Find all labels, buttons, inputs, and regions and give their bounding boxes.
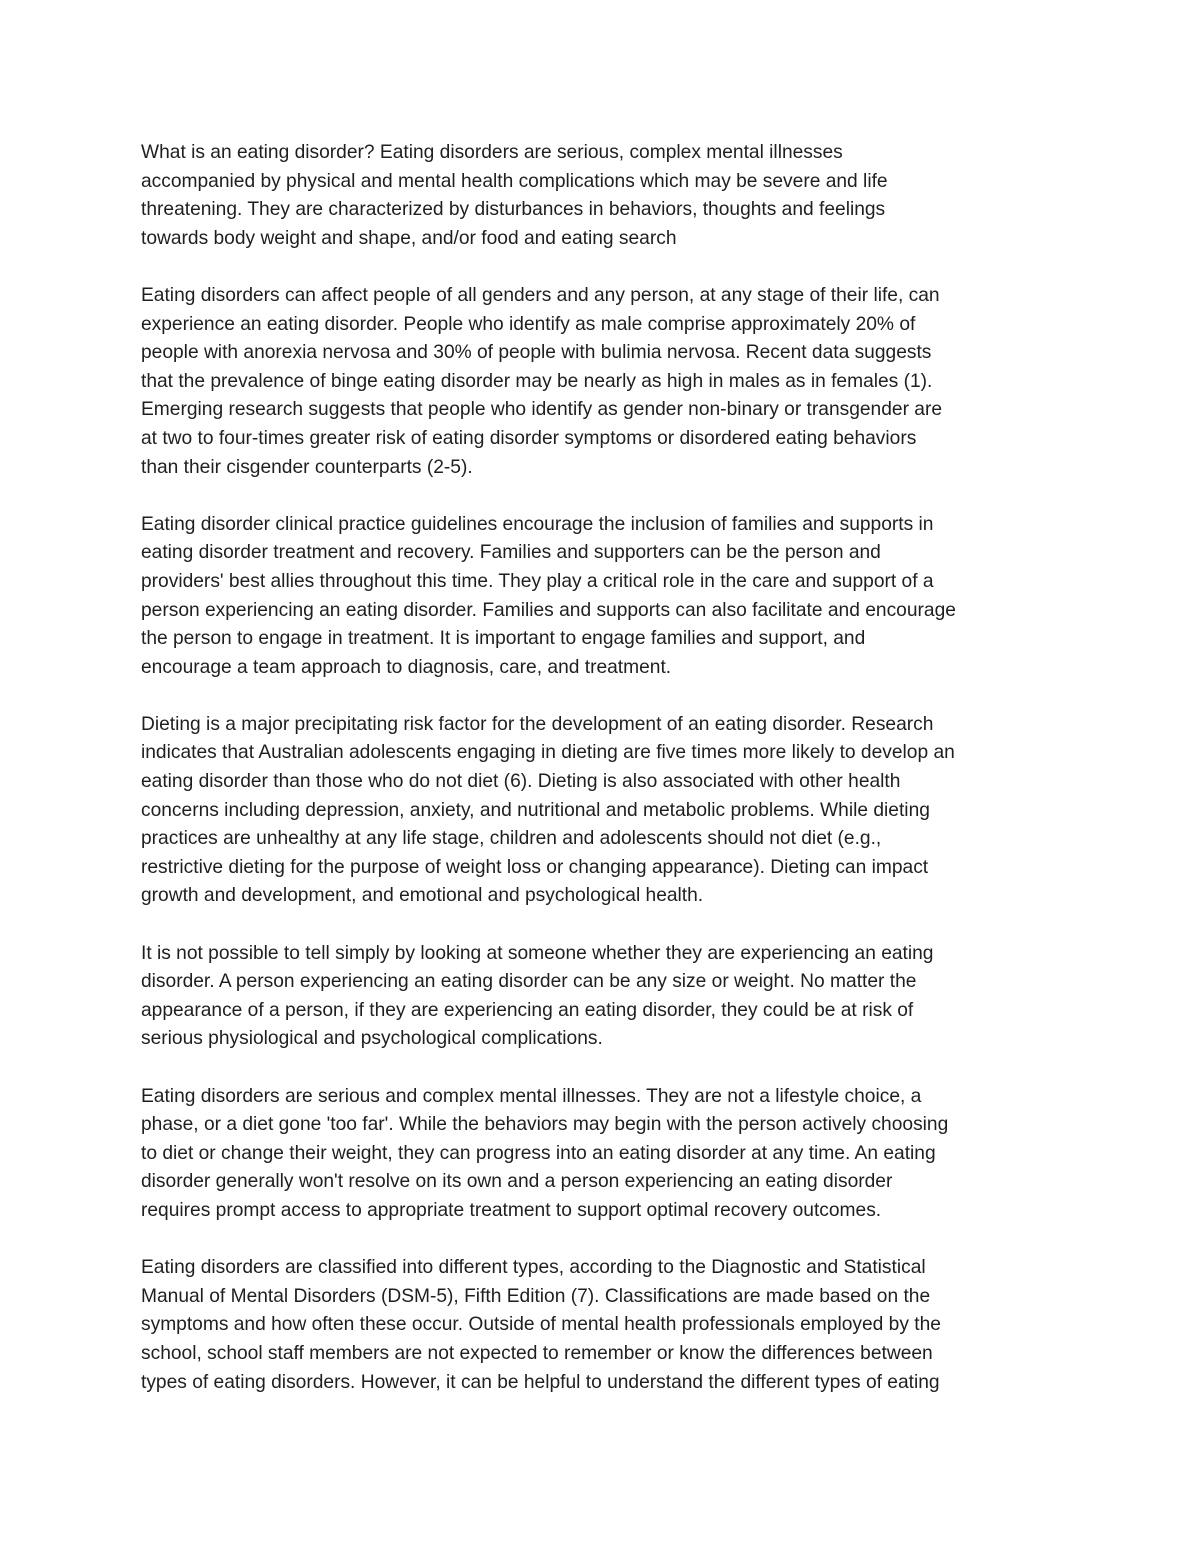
document-body [141, 139, 1066, 1426]
paragraph-dieting-risk: Dieting is a major precipitating risk factor for the development of an eating disorder. Research indicates that Australian adolescents engaging in dieting are five times more likely to develop an eating disorder than those who do not diet (6). Dieting is also associated with other health concerns including depression, anxiety, and nutritional and metabolic problems. While dieting practices are unhealthy at any life stage, children and adolescents should not diet (e.g., restrictive dieting for the purpose of weight loss or changing appearance). Dieting can impact growth and development, and emotional and psychological health. [141, 713, 955, 907]
paragraph-serious-illnesses: Eating disorders are serious and complex mental illnesses. They are not a lifestyle choice, a phase, or a diet gone 'too far'. While the behaviors may begin with the person actively choosing to diet or change their weight, they can progress into an eating disorder at any time. An eating disorder generally won't resolve on its own and a person experiencing an eating disorder requires prompt access to appropriate treatment to support optimal recovery outcomes. [141, 1085, 949, 1221]
paragraph-families-support: Eating disorder clinical practice guidelines encourage the inclusion of families and supports in eating disorder treatment and recovery. Families and supporters can be the person and providers' best allies throughout this time. They play a critical role in the care and support of a person experiencing an eating disorder. Families and supports can also facilitate and encourage the person to engage in treatment. It is important to engage families and support, and encourage a team approach to diagnosis, care, and treatment. [141, 513, 956, 678]
paragraph-classification: Eating disorders are classified into different types, according to the Diagnostic and Statistical Manual of Mental Disorders (DSM-5), Fifth Edition (7). Classifications are made based on the symptoms and how often these occur. Outside of mental health professionals employed by the school, school staff members are not expected to remember or know the differences between types of eating disorders. However, it can be helpful to understand the different types of eating [141, 1257, 941, 1393]
paragraph-what-is-eating-disorder: What is an eating disorder? Eating disorders are serious, complex mental illnesses accompanied by physical and mental health complications which may be severe and life threatening. They are characterized by disturbances in behaviors, thoughts and feelings towards body weight and shape, and/or food and eating search [141, 142, 888, 249]
paragraph-genders: Eating disorders can affect people of all genders and any person, at any stage of their life, can experience an eating disorder. People who identify as male comprise approximately 20% of people with anorexia nervosa and 30% of people with bulimia nervosa. Recent data suggests that the prevalence of binge eating disorder may be nearly as high in males as in females (1). Emerging research suggests that people who identify as gender non-binary or transgender are at two to four-times greater risk of eating disorder symptoms or disordered eating behaviors than their cisgender counterparts (2-5). [141, 284, 943, 478]
paragraph-appearance: It is not possible to tell simply by looking at someone whether they are experiencing an eating disorder. A person experiencing an eating disorder can be any size or weight. No matter the appearance of a person, if they are experiencing an eating disorder, they could be at risk of serious physiological and psychological complications. [141, 942, 934, 1050]
